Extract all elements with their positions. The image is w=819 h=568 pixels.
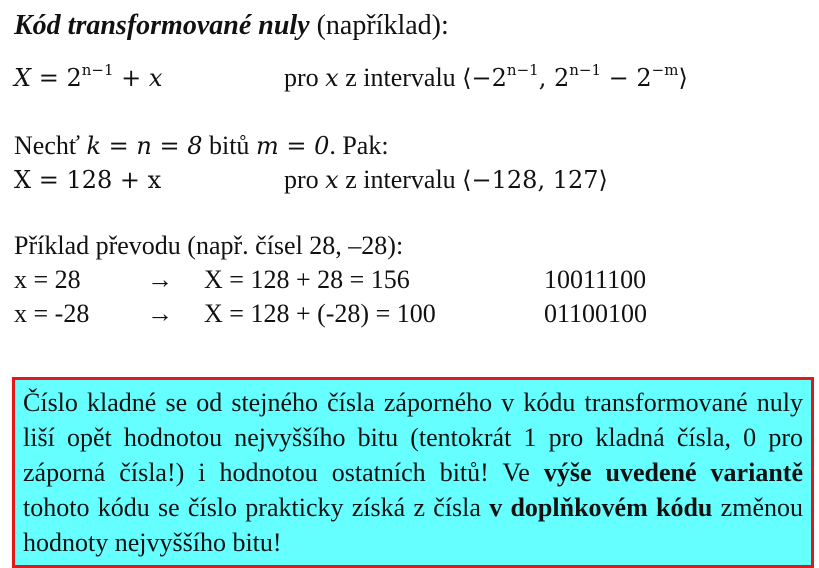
formula-specific <box>14 164 608 196</box>
example-row <box>14 298 714 330</box>
example-bits: 01100100 <box>544 299 648 328</box>
example-lhs: x = 28 <box>14 265 81 294</box>
note-bold-complement: v doplňkovém kódu <box>489 493 713 522</box>
formula-general <box>14 61 688 94</box>
formula-general-interval: pro x z intervalu $⟨-2^{n-1}$, $2^{n-1}$ − $2^{-m}⟩$ <box>284 61 688 92</box>
example-heading: Příklad převodu (např. čísel 28, –28): <box>14 231 404 260</box>
note-bold-variant: výše uvedené variantě <box>543 458 803 487</box>
let-statement: Nechť k = n = 8 bitů m = 0. Pak: <box>14 131 389 160</box>
arrow-icon: → <box>147 299 173 328</box>
page-title <box>14 10 449 42</box>
title-rest: (například): <box>309 10 449 41</box>
formula-specific-interval: pro x z intervalu ⟨−128, 127⟩ <box>284 165 608 194</box>
example-row <box>14 264 714 296</box>
example-lhs: x = -28 <box>14 299 90 328</box>
arrow-icon: → <box>147 265 173 294</box>
formula-specific-expr: X = 128 + x <box>14 166 162 194</box>
example-expr: X = 128 + 28 = 156 <box>204 265 410 294</box>
formula-general-lhs: $X = 2^{n-1} + x$ <box>14 61 163 92</box>
example-bits: 10011100 <box>544 265 647 294</box>
note-box: Číslo kladné se od stejného čísla záporného v kódu transformované nuly liší opět hodnotou nejvyššího bitu (tentokrát 1 pro kladná čísla, 0 pro záporná čísla!) i hodnotou ostatních bitů! Ve výše uvedené variantě tohoto kódu se číslo prakticky získá z čísla v doplňkovém kódu změnou hodnoty nejvyššího bitu! <box>12 377 814 568</box>
title-bold: Kód transformované nuly <box>14 10 310 41</box>
example-expr: X = 128 + (-28) = 100 <box>204 299 436 328</box>
